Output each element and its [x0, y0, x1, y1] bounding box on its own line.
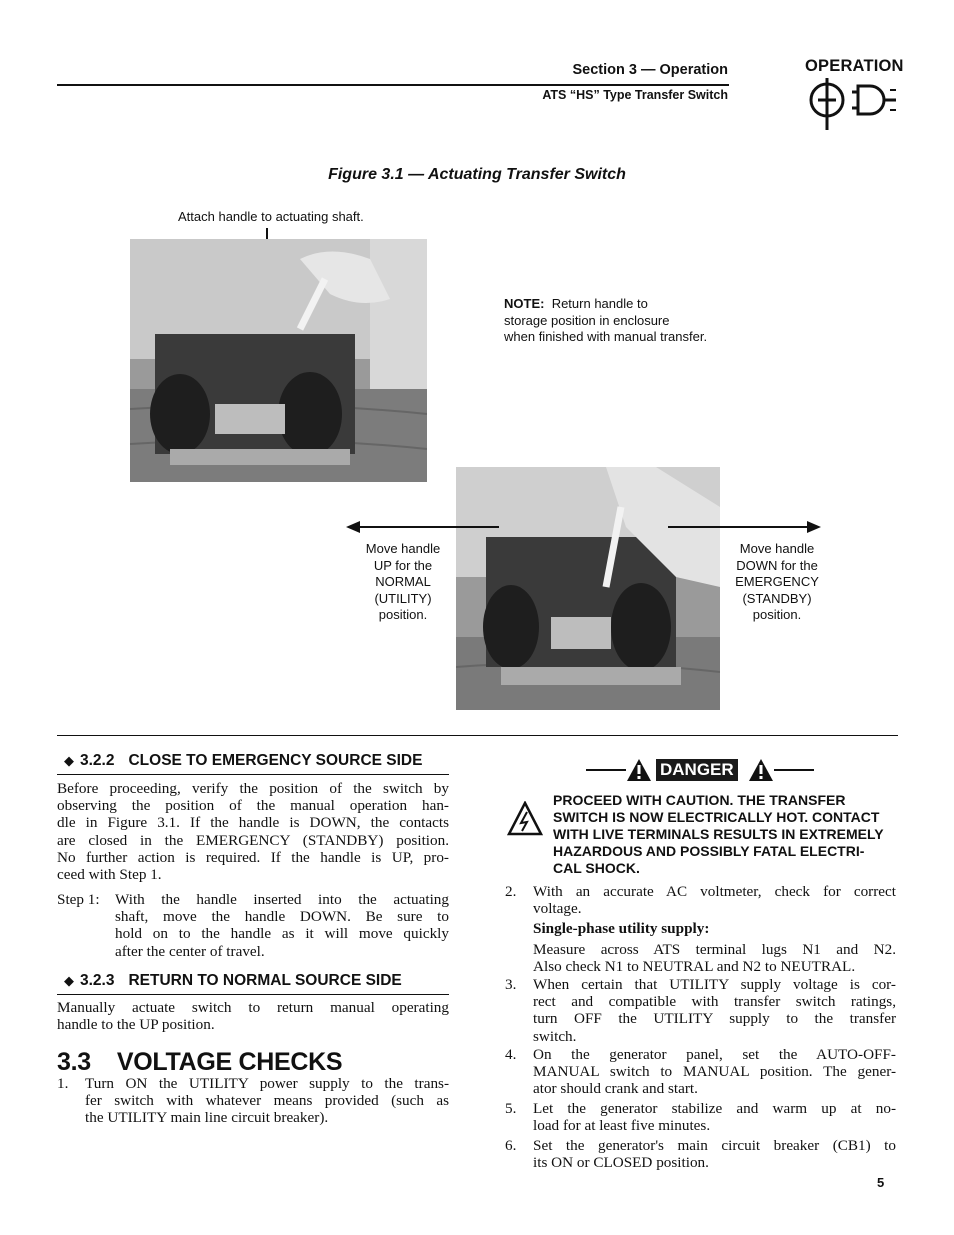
text-line: On the generator panel, set the AUTO-OFF- [533, 1046, 896, 1063]
text-line: hold on to the handle as it will move quickly [115, 925, 449, 943]
text-line: ceed with Step 1. [57, 866, 162, 884]
heading-3-2-2 [64, 752, 422, 770]
warning-triangle-icon [626, 758, 652, 787]
section-rule [57, 994, 449, 995]
list-item-3 [533, 976, 896, 1045]
list-number: 3. [505, 976, 517, 993]
photo-handle-moving [456, 467, 720, 710]
text-line: its ON or CLOSED position. [533, 1154, 709, 1172]
text-line: observing the position of the manual operation han- [57, 797, 449, 815]
text-line: switch. [533, 1027, 577, 1045]
diamond-bullet-icon: ◆ [64, 973, 74, 988]
section-number: 3.3 [57, 1048, 91, 1076]
list-number: 4. [505, 1046, 517, 1063]
section-number: 3.2.2 [80, 752, 115, 769]
paragraph-3-2-2 [57, 780, 449, 883]
list-item-5 [533, 1100, 896, 1134]
text-line: CAL SHOCK. [553, 860, 640, 876]
text-line: after the center of travel. [115, 942, 265, 960]
list-item-6 [533, 1137, 896, 1171]
section-title: RETURN TO NORMAL SOURCE SIDE [128, 972, 402, 989]
header-subtitle: ATS “HS” Type Transfer Switch [542, 88, 728, 102]
text-line: Manually actuate switch to return manual operating [57, 999, 449, 1016]
section-number: 3.2.3 [80, 972, 115, 989]
caption-line: UP for the [373, 557, 433, 573]
header-rule [57, 84, 729, 86]
list-number: 2. [505, 883, 517, 900]
section-heading: Section 3 — Operation [572, 62, 728, 78]
text-line: When certain that UTILITY supply voltage is cor- [533, 976, 896, 993]
section-rule [57, 774, 449, 775]
paragraph-3-2-3 [57, 999, 449, 1033]
text-line: Turn ON the UTILITY power supply to the trans- [85, 1075, 449, 1092]
arrow-right-icon [666, 516, 821, 543]
plug-and-socket-icon [800, 78, 900, 135]
text-line: Let the generator stabilize and warm up at no- [533, 1100, 896, 1117]
section-title: CLOSE TO EMERGENCY SOURCE SIDE [128, 752, 423, 769]
caption-line: (UTILITY) [374, 590, 432, 606]
photo-handle-attached [130, 239, 427, 482]
list-item-1 [85, 1075, 449, 1127]
text-line: ator should crank and start. [533, 1080, 698, 1098]
warning-triangle-icon [748, 758, 774, 787]
danger-warning-text [553, 792, 884, 877]
text-line: handle to the UP position. [57, 1016, 215, 1034]
caption-line: NORMAL [375, 574, 431, 589]
single-phase-label: Single-phase utility supply: [533, 920, 710, 938]
text-line: dle in Figure 3.1. If the handle is DOWN, the contacts [57, 814, 449, 832]
caption-line: (STANDBY) [742, 590, 812, 606]
heading-3-3 [57, 1048, 342, 1077]
figure-bottom-rule [57, 735, 898, 736]
operation-badge-label: OPERATION [805, 57, 904, 75]
text-line: are closed in the EMERGENCY (STANDBY) position. [57, 831, 449, 849]
arrow-left-icon [346, 516, 501, 543]
list-number: 1. [57, 1075, 69, 1092]
danger-rule-right [774, 769, 814, 771]
note-line: storage position in enclosure [504, 312, 670, 328]
text-line: Before proceeding, verify the position of the switch by [57, 780, 449, 797]
text-line: Also check N1 to NEUTRAL and N2 to NEUTRAL. [533, 957, 856, 975]
text-line: SWITCH IS NOW ELECTRICALLY HOT. CONTACT [553, 809, 880, 825]
text-line: HAZARDOUS AND POSSIBLY FATAL ELECTRI- [553, 843, 865, 859]
callout-attach-handle: Attach handle to actuating shaft. [178, 209, 364, 224]
note-line: when finished with manual transfer. [504, 329, 708, 344]
text-line: load for at least five minutes. [533, 1117, 711, 1135]
danger-label: DANGER [656, 759, 738, 781]
caption-line: EMERGENCY [735, 574, 819, 589]
list-item-4 [533, 1046, 896, 1098]
caption-line: DOWN for the [736, 557, 818, 573]
text-line: MANUAL switch to MANUAL position. The gener- [533, 1063, 896, 1081]
caption-line: Move handle [365, 541, 441, 556]
danger-rule-left [586, 769, 626, 771]
text-line: the UTILITY main line circuit breaker). [85, 1109, 329, 1127]
text-line: voltage. [533, 900, 582, 918]
list-item-2 [533, 883, 896, 975]
list-number: 6. [505, 1137, 517, 1154]
text-line: No further action is required. If the handle is UP, pro- [57, 848, 449, 866]
text-line: With an accurate AC voltmeter, check for correct [533, 883, 896, 900]
diamond-bullet-icon: ◆ [64, 753, 74, 768]
caption-line: position. [752, 607, 802, 622]
text-line: Measure across ATS terminal lugs N1 and N2. [533, 940, 896, 958]
electric-shock-icon [507, 801, 543, 842]
caption-move-down [722, 541, 832, 624]
figure-note [504, 296, 707, 346]
text-line: rect and compatible with transfer switch ratings, [533, 993, 896, 1011]
caption-line: Move handle [739, 541, 815, 556]
page-number: 5 [877, 1175, 885, 1190]
heading-3-2-3 [64, 972, 402, 990]
step-1-text [115, 891, 449, 960]
list-number: 5. [505, 1100, 517, 1117]
text-line: WITH LIVE TERMINALS RESULTS IN EXTREMELY [553, 826, 884, 842]
figure-title: Figure 3.1 — Actuating Transfer Switch [328, 166, 626, 183]
caption-move-up [348, 541, 458, 624]
note-line: Return handle to [551, 296, 648, 311]
text-line: fer switch with whatever means provided (such as [85, 1092, 449, 1110]
text-line: With the handle inserted into the actuating [115, 891, 449, 908]
text-line: Set the generator's main circuit breaker (CB1) to [533, 1137, 896, 1154]
note-label: NOTE: [504, 296, 545, 311]
text-line: turn OFF the UTILITY supply to the transfer [533, 1010, 896, 1028]
caption-line: position. [378, 607, 428, 622]
text-line: PROCEED WITH CAUTION. THE TRANSFER [553, 792, 846, 808]
text-line: shaft, move the handle DOWN. Be sure to [115, 908, 449, 926]
step-label: Step 1: [57, 891, 100, 908]
section-title: VOLTAGE CHECKS [116, 1048, 343, 1076]
